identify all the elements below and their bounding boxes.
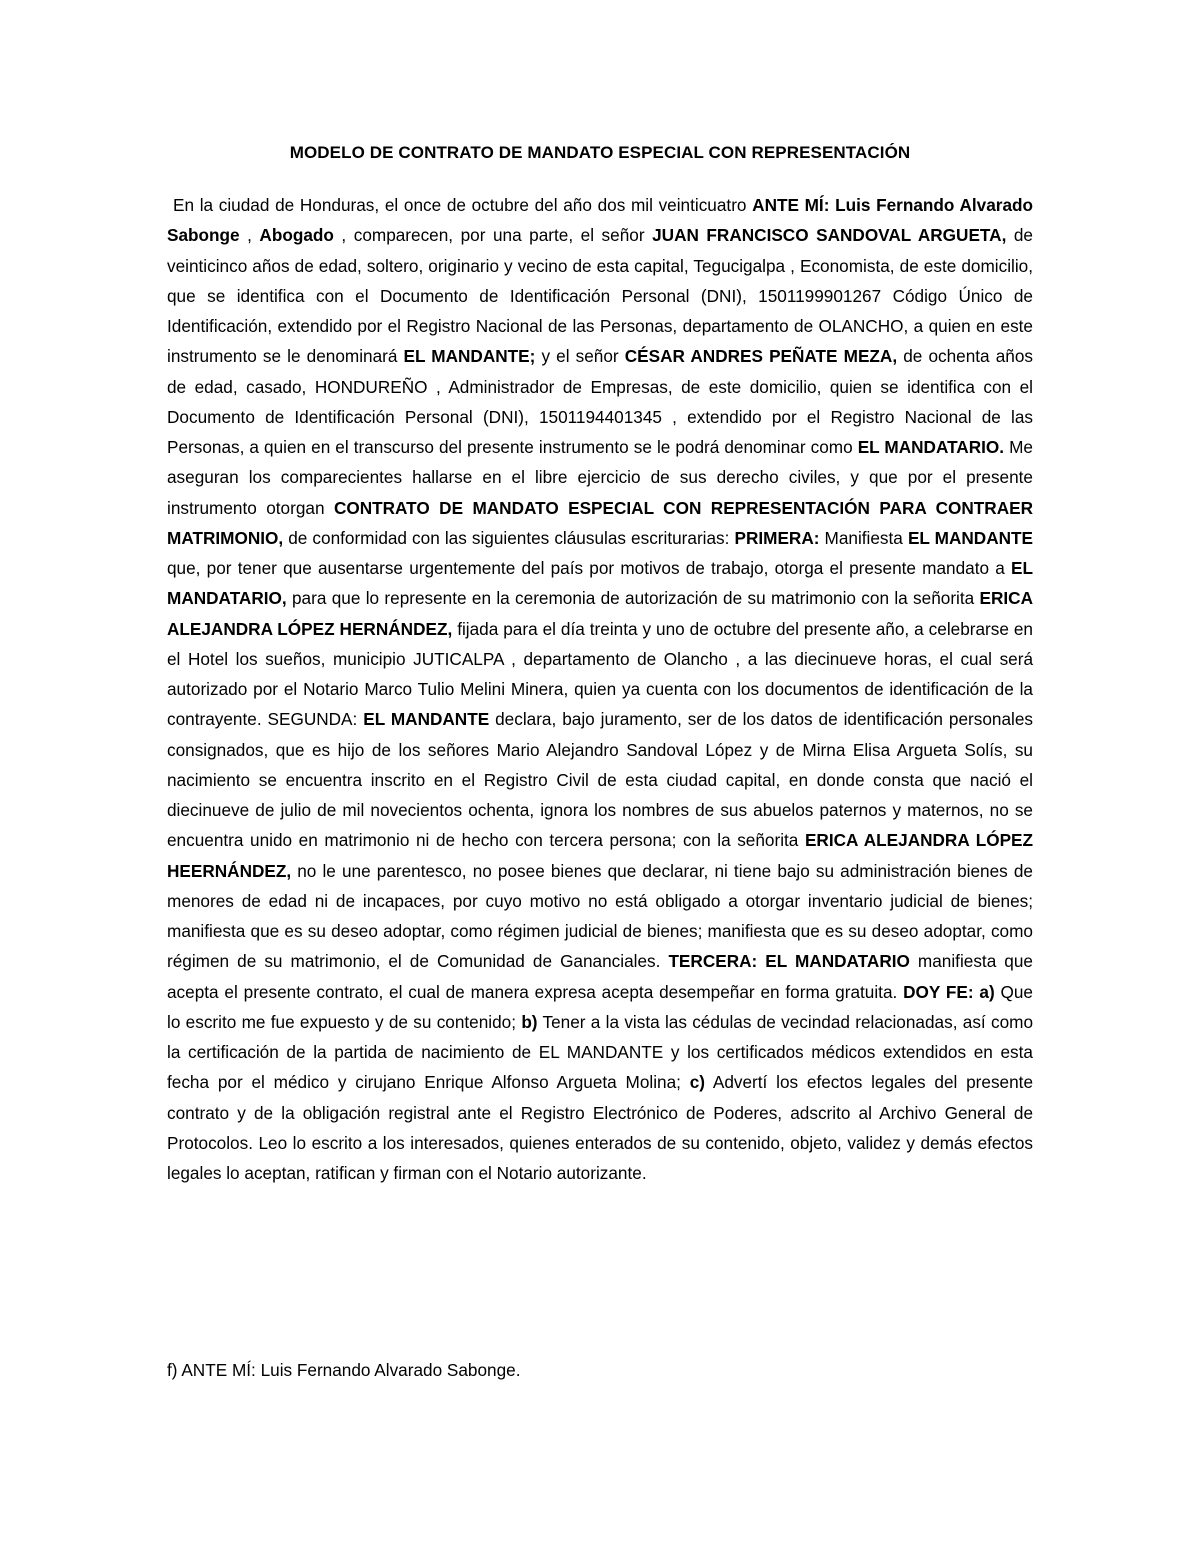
text-run: Manifiesta [819, 527, 908, 548]
document-title: MODELO DE CONTRATO DE MANDATO ESPECIAL CON REPRESENTACIÓN [289, 143, 911, 162]
text-run: de ochenta años de edad, casado, HONDUREÑO , Administrador de Empresas, de este domicilio, quien se identifica con el Documento de Identificación Personal (DNI), 1501194401345 , extendido por el Registro Nacional de las Personas, a quien en el transcurso del presente instrumento se le podrá denominar como [167, 346, 1033, 457]
bold-text-run: PRIMERA: [734, 527, 820, 548]
text-run: de veinticinco años de edad, soltero, originario y vecino de esta capital, Tegucigalpa , Economista, de este domicilio, que se identifica con el Documento de Identificación Personal (DNI), 1501199901267 Código Único de Identificación, extendido por el Registro Nacional de las Personas, departamento de OLANCHO, a quien en este instrumento se le denominará [167, 225, 1033, 367]
bold-text-run: EL MANDATARIO. [857, 437, 1005, 457]
text-run: Que lo escrito me fue expuesto y de su contenido; [167, 981, 1033, 1032]
contract-body-paragraph [167, 190, 1033, 1188]
text-run: y el señor [535, 346, 625, 367]
bold-text-run: EL MANDANTE; [403, 346, 536, 367]
signature-line: f) ANTE MÍ: Luis Fernando Alvarado Sabonge. [167, 1360, 521, 1380]
text-run: , [239, 225, 260, 246]
text-run: que, por tener que ausentarse urgentemente del país por motivos de trabajo, otorga el presente mandato a [167, 558, 1012, 578]
bold-text-run: TERCERA: EL MANDATARIO [668, 951, 910, 972]
text-run: no le une parentesco, no posee bienes que declarar, ni tiene bajo su administración bienes de menores de edad ni de incapaces, por cuyo motivo no está obligado a otorgar inventario judicial de bienes; manifiesta que es su deseo adoptar, como régimen judicial de bienes; manifiesta que es su deseo adoptar, como régimen de su matrimonio, el de Comunidad de Gananciales. [167, 860, 1033, 972]
text-run: , comparecen, por una parte, el señor [333, 225, 653, 246]
bold-text-run: DOY FE: a) [903, 981, 995, 1002]
bold-text-run: b) [521, 1011, 538, 1032]
text-run: de conformidad con las siguientes cláusulas escriturarias: [283, 527, 735, 548]
text-run: En la ciudad de Honduras, el once de octubre del año dos mil veinticuatro [173, 195, 753, 215]
text-run: manifiesta que acepta el presente contrato, el cual de manera expresa acepta desempeñar en forma gratuita. [167, 951, 1033, 1002]
text-run: para que lo represente en la ceremonia de autorización de su matrimonio con la señorita [286, 588, 980, 609]
bold-text-run: Abogado [259, 225, 334, 246]
text-run: Me aseguran los comparecientes hallarse en el libre ejercicio de sus derecho civiles, y que por el presente instrumento otorgan [167, 437, 1033, 518]
bold-text-run: c) [689, 1072, 706, 1093]
text-run: Tener a la vista las cédulas de vecindad relacionadas, así como la certificación de la partida de nacimiento de EL MANDANTE y los certificados médicos extendidos en esta fecha por el médico y cirujano Enrique Alfonso Argueta Molina; [167, 1011, 1034, 1093]
bold-text-run: EL MANDANTE [363, 709, 490, 730]
bold-text-run: EL MANDANTE [907, 527, 1033, 548]
bold-text-run: ERICA ALEJANDRA LÓPEZ HEERNÁNDEZ, [167, 830, 1034, 881]
bold-text-run: EL MANDATARIO, [167, 558, 1033, 609]
bold-text-run: ERICA ALEJANDRA LÓPEZ HERNÁNDEZ, [167, 588, 1033, 639]
bold-text-run: JUAN FRANCISCO SANDOVAL ARGUETA, [652, 225, 1007, 246]
text-run: fijada para el día treinta y uno de octubre del presente año, a celebrarse en el Hotel los sueños, municipio JUTICALPA , departamento de Olancho , a las diecinueve horas, el cual será autorizado por el Notario Marco Tulio Melini Minera, quien ya cuenta con los documentos de identificación de la contrayente. SEGUNDA: [167, 618, 1033, 730]
text-run: Advertí los efectos legales del presente contrato y de la obligación registral ante el Registro Electrónico de Poderes, adscrito al Archivo General de Protocolos. Leo lo escrito a los interesados, quienes enterados de su contenido, objeto, validez y demás efectos legales lo aceptan, ratifican y firman con el Notario autorizante. [167, 1072, 1034, 1183]
bold-text-run: CONTRATO DE MANDATO ESPECIAL CON REPRESENTACIÓN PARA CONTRAER MATRIMONIO, [167, 497, 1033, 548]
bold-text-run: ANTE MÍ: Luis Fernando Alvarado Sabonge [167, 195, 1033, 246]
text-run: declara, bajo juramento, ser de los datos de identificación personales consignados, que es hijo de los señores Mario Alejandro Sandoval López y de Mirna Elisa Argueta Solís, su nacimiento se encuentra inscrito en el Registro Civil de esta ciudad capital, en donde consta que nació el diecinueve de julio de mil novecientos ochenta, ignora los nombres de sus abuelos paternos y maternos, no se encuentra unido en matrimonio ni de hecho con tercera persona; con la señorita [167, 709, 1033, 851]
bold-text-run: CÉSAR ANDRES PEÑATE MEZA, [624, 346, 898, 367]
